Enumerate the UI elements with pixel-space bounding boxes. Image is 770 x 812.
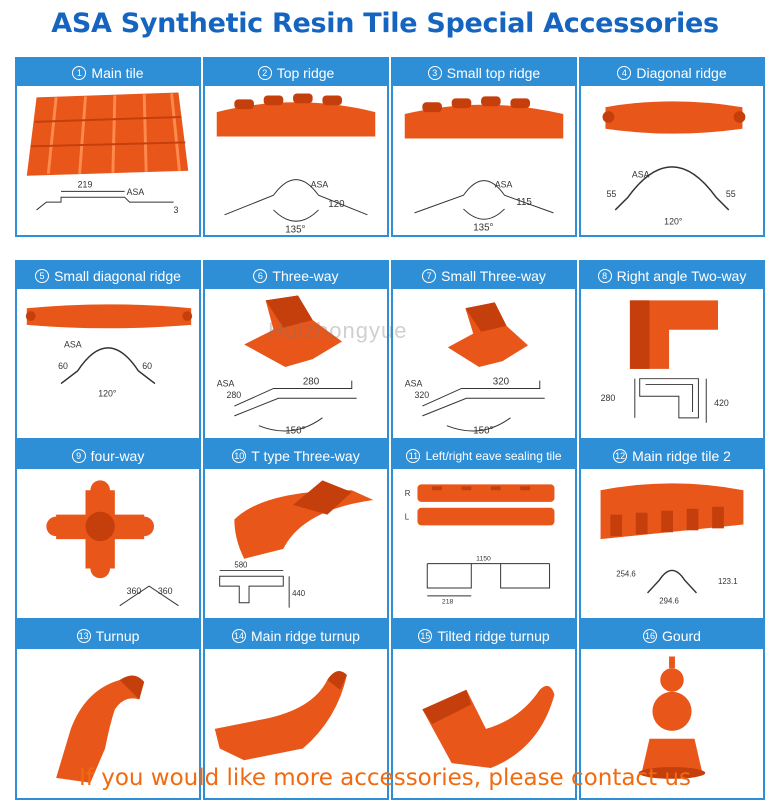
item-number: 12 bbox=[615, 450, 626, 461]
card-small-diagonal-ridge bbox=[15, 260, 201, 440]
card-label: Diagonal ridge bbox=[636, 64, 727, 81]
accessories-grid bbox=[15, 57, 755, 747]
card-header bbox=[581, 442, 763, 469]
card-label: Small top ridge bbox=[446, 64, 541, 81]
dim-label: 3 bbox=[173, 204, 179, 215]
item-number: 2 bbox=[258, 66, 272, 80]
dim-label: 55 bbox=[725, 189, 736, 200]
card-header bbox=[581, 59, 763, 86]
card-label: Gourd bbox=[662, 627, 701, 644]
page-title: ASA Synthetic Resin Tile Special Accessories bbox=[51, 8, 719, 39]
t-type-three-way-image bbox=[205, 469, 387, 620]
small-diagonal-ridge-image bbox=[17, 289, 199, 440]
card-right-angle-two-way bbox=[579, 260, 765, 440]
card-main-tile bbox=[15, 57, 201, 237]
dim-label: 150° bbox=[285, 425, 306, 437]
dim-label: 1150 bbox=[476, 555, 491, 563]
card-main-ridge-tile-2 bbox=[579, 440, 765, 620]
dim-label: 218 bbox=[441, 598, 454, 606]
three-way-image bbox=[205, 289, 387, 440]
item-number: 15 bbox=[420, 630, 431, 641]
dim-label: 294.6 bbox=[659, 596, 679, 606]
card-eave-sealing-tile bbox=[391, 440, 577, 620]
diagonal-ridge-image bbox=[581, 86, 763, 237]
card-label: Tilted ridge turnup bbox=[437, 627, 550, 644]
card-t-type-three-way bbox=[203, 440, 389, 620]
dim-label: 120° bbox=[98, 388, 117, 399]
item-number: 4 bbox=[617, 66, 631, 80]
card-small-top-ridge bbox=[391, 57, 577, 237]
item-number: 11 bbox=[406, 449, 420, 463]
card-header bbox=[205, 622, 387, 649]
dim-label: 254.6 bbox=[616, 569, 636, 579]
main-ridge-tile-2-image bbox=[581, 469, 763, 620]
item-number: 8 bbox=[598, 269, 612, 283]
watermark: Huizhongyue bbox=[268, 318, 408, 343]
card-diagonal-ridge bbox=[579, 57, 765, 237]
item-number: 14 bbox=[234, 630, 245, 641]
item-number: 5 bbox=[35, 269, 49, 283]
card-header bbox=[205, 442, 387, 469]
dim-label: ASA bbox=[126, 187, 145, 198]
dim-label: 219 bbox=[77, 179, 93, 190]
card-label: Small diagonal ridge bbox=[54, 267, 181, 284]
card-header bbox=[581, 262, 763, 289]
card-four-way bbox=[15, 440, 201, 620]
dim-label: 280 bbox=[226, 390, 242, 401]
card-label: four-way bbox=[90, 447, 145, 464]
card-header bbox=[393, 262, 575, 289]
card-label: T type Three-way bbox=[251, 447, 360, 464]
dim-label: ASA bbox=[216, 378, 235, 389]
dim-label: ASA bbox=[631, 169, 650, 180]
dim-label: 115 bbox=[516, 197, 532, 209]
card-header bbox=[393, 59, 575, 86]
dim-label: ASA bbox=[494, 179, 513, 190]
item-number: 9 bbox=[72, 449, 86, 463]
card-header bbox=[17, 59, 199, 86]
item-number: 3 bbox=[428, 66, 442, 80]
dim-label: 120 bbox=[328, 199, 345, 210]
card-header bbox=[17, 442, 199, 469]
eave-sealing-tile-image bbox=[393, 469, 575, 620]
dim-label: 420 bbox=[714, 398, 729, 409]
dim-label: 135° bbox=[473, 222, 494, 234]
card-header bbox=[393, 622, 575, 649]
main-tile-image bbox=[17, 86, 199, 237]
item-number: 1 bbox=[72, 66, 86, 80]
item-number: 7 bbox=[422, 269, 436, 283]
four-way-image bbox=[17, 469, 199, 620]
card-label: Top ridge bbox=[276, 64, 335, 81]
card-label: Three-way bbox=[272, 267, 339, 284]
dim-label: 360 bbox=[126, 585, 142, 596]
dim-label: 60 bbox=[58, 360, 68, 371]
dim-label: 360 bbox=[157, 585, 173, 596]
dim-label: 280 bbox=[600, 393, 616, 404]
dim-label: 320 bbox=[414, 390, 430, 401]
dim-label: 123.1 bbox=[717, 577, 738, 587]
dim-label: L bbox=[404, 512, 410, 522]
small-three-way-image bbox=[393, 289, 575, 440]
card-header bbox=[205, 262, 387, 289]
small-top-ridge-image bbox=[393, 86, 575, 237]
dim-label: ASA bbox=[404, 378, 423, 389]
card-small-three-way bbox=[391, 260, 577, 440]
card-header bbox=[17, 622, 199, 649]
card-label: Main tile bbox=[91, 64, 144, 81]
dim-label: 320 bbox=[492, 376, 510, 388]
dim-label: R bbox=[404, 489, 411, 499]
card-label: Main ridge tile 2 bbox=[632, 447, 731, 464]
card-header bbox=[393, 442, 575, 469]
dim-label: ASA bbox=[310, 179, 329, 190]
right-angle-two-way-image bbox=[581, 289, 763, 440]
card-header bbox=[17, 262, 199, 289]
dim-label: ASA bbox=[63, 339, 82, 350]
item-number: 10 bbox=[234, 450, 245, 461]
card-header bbox=[581, 622, 763, 649]
dim-label: 440 bbox=[292, 588, 306, 598]
card-label: Main ridge turnup bbox=[251, 627, 360, 644]
item-number: 6 bbox=[253, 269, 267, 283]
card-top-ridge bbox=[203, 57, 389, 237]
card-label: Small Three-way bbox=[441, 267, 546, 284]
card-label: Left/right eave sealing tile bbox=[425, 448, 562, 463]
dim-label: 120° bbox=[664, 216, 683, 227]
contact-footer: If you would like more accessories, please contact us bbox=[79, 765, 691, 791]
card-three-way bbox=[203, 260, 389, 440]
card-label: Turnup bbox=[95, 627, 140, 644]
dim-label: 135° bbox=[285, 224, 306, 236]
card-header bbox=[205, 59, 387, 86]
dim-label: 150° bbox=[473, 425, 494, 437]
dim-label: 280 bbox=[302, 376, 320, 388]
dim-label: 55 bbox=[606, 189, 617, 200]
dim-label: 580 bbox=[234, 560, 248, 570]
item-number: 13 bbox=[78, 630, 89, 641]
card-label: Right angle Two-way bbox=[616, 267, 747, 284]
item-number: 16 bbox=[645, 630, 656, 641]
dim-label: 60 bbox=[142, 360, 153, 371]
top-ridge-image bbox=[205, 86, 387, 237]
